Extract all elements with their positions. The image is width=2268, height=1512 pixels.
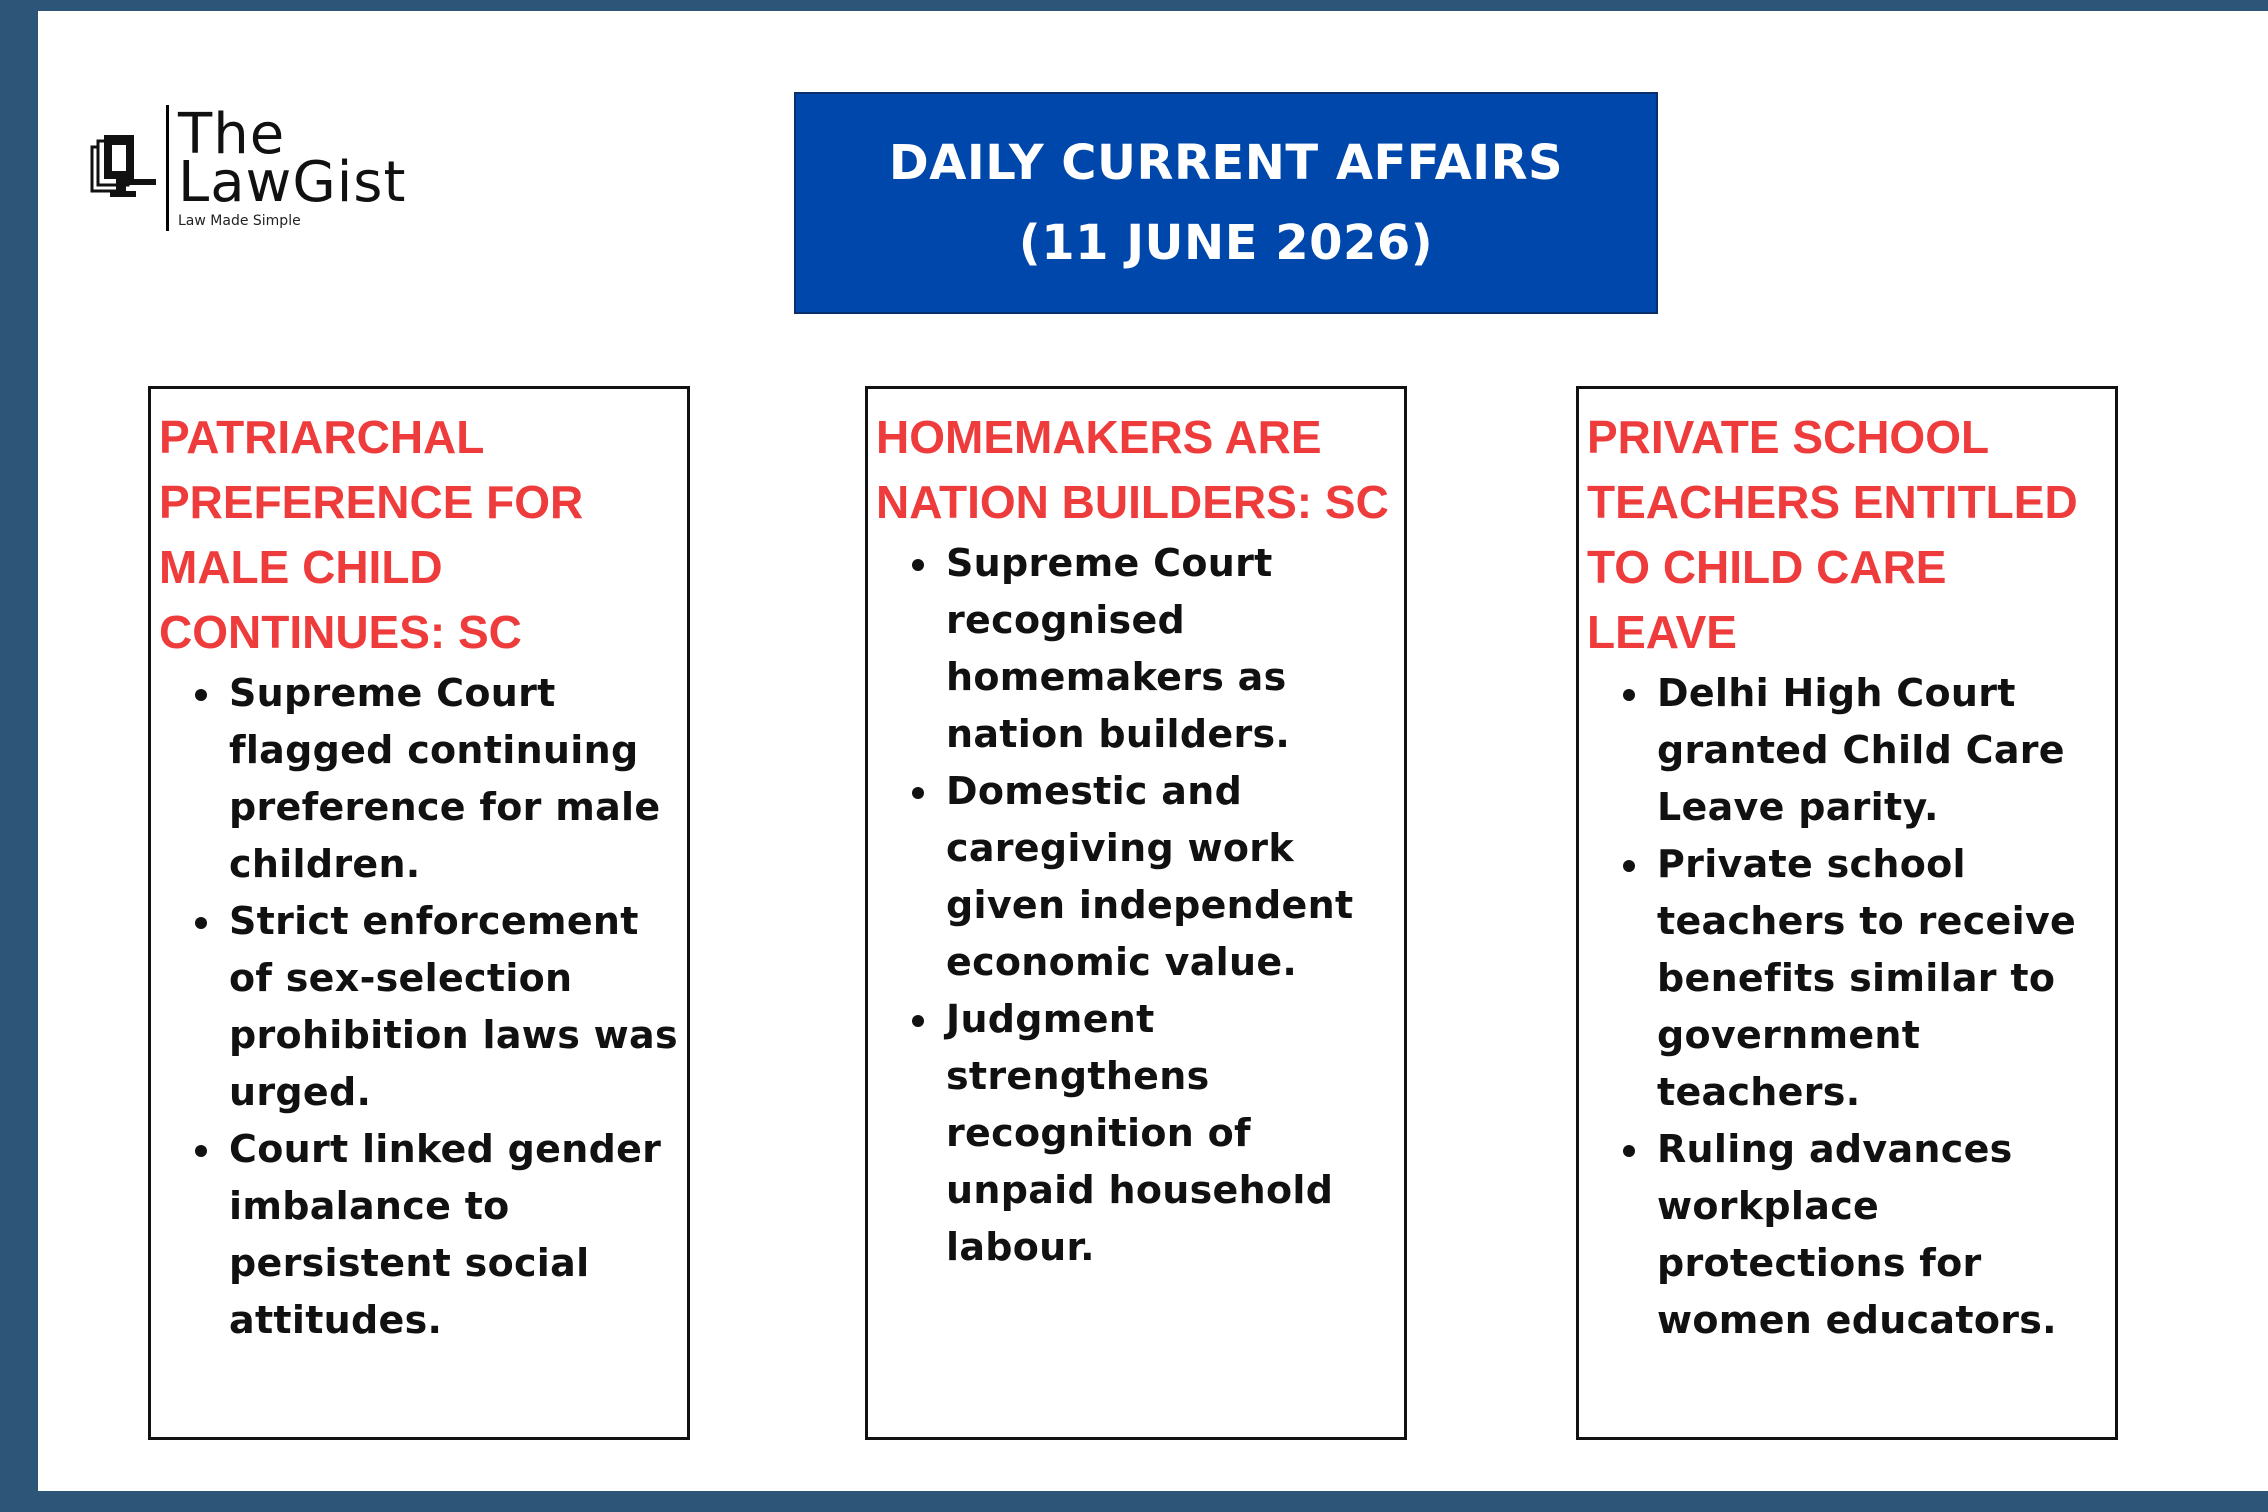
book-gavel-icon (90, 133, 160, 203)
title-banner (794, 92, 1658, 314)
brand-logo (90, 102, 430, 235)
headline-line: TEACHERS ENTITLED (1587, 476, 2078, 528)
news-card-1 (148, 386, 690, 1440)
bullet-item: Ruling advances workplace protections for women educators. (1657, 1121, 2107, 1349)
card-headline (159, 405, 679, 665)
headline-line: CONTINUES: SC (159, 606, 522, 658)
news-card-2 (865, 386, 1407, 1440)
banner-date: (11 JUNE 2026) (1018, 215, 1434, 271)
card-headline (876, 405, 1396, 535)
headline-line: PRIVATE SCHOOL (1587, 411, 1990, 463)
headline-line: NATION BUILDERS: SC (876, 476, 1389, 528)
headline-line: HOMEMAKERS ARE (876, 411, 1322, 463)
card-headline (1587, 405, 2107, 665)
bullet-item: Delhi High Court granted Child Care Leave parity. (1657, 665, 2107, 836)
headline-line: TO CHILD CARE LEAVE (1587, 541, 1947, 658)
bullet-list (876, 535, 1396, 1276)
brand-name-line1: The (178, 102, 286, 167)
brand-name-line2: LawGist (178, 150, 407, 215)
bullet-item: Strict enforcement of sex-selection prohibition laws was urged. (229, 893, 679, 1121)
headline-line: PATRIARCHAL (159, 411, 485, 463)
bullet-item: Domestic and caregiving work given independent economic value. (946, 763, 1396, 991)
bullet-item: Judgment strengthens recognition of unpaid household labour. (946, 991, 1396, 1276)
bullet-item: Supreme Court recognised homemakers as nation builders. (946, 535, 1396, 763)
brand-tagline: Law Made Simple (178, 213, 301, 229)
logo-divider (166, 105, 169, 231)
headline-line: PREFERENCE FOR (159, 476, 584, 528)
bullet-item: Private school teachers to receive benefits similar to government teachers. (1657, 836, 2107, 1121)
bullet-item: Court linked gender imbalance to persistent social attitudes. (229, 1121, 679, 1349)
bullet-list (159, 665, 679, 1349)
banner-title: DAILY CURRENT AFFAIRS (888, 135, 1564, 191)
headline-line: MALE CHILD (159, 541, 443, 593)
news-card-3 (1576, 386, 2118, 1440)
bullet-item: Supreme Court flagged continuing preference for male children. (229, 665, 679, 893)
bullet-list (1587, 665, 2107, 1349)
